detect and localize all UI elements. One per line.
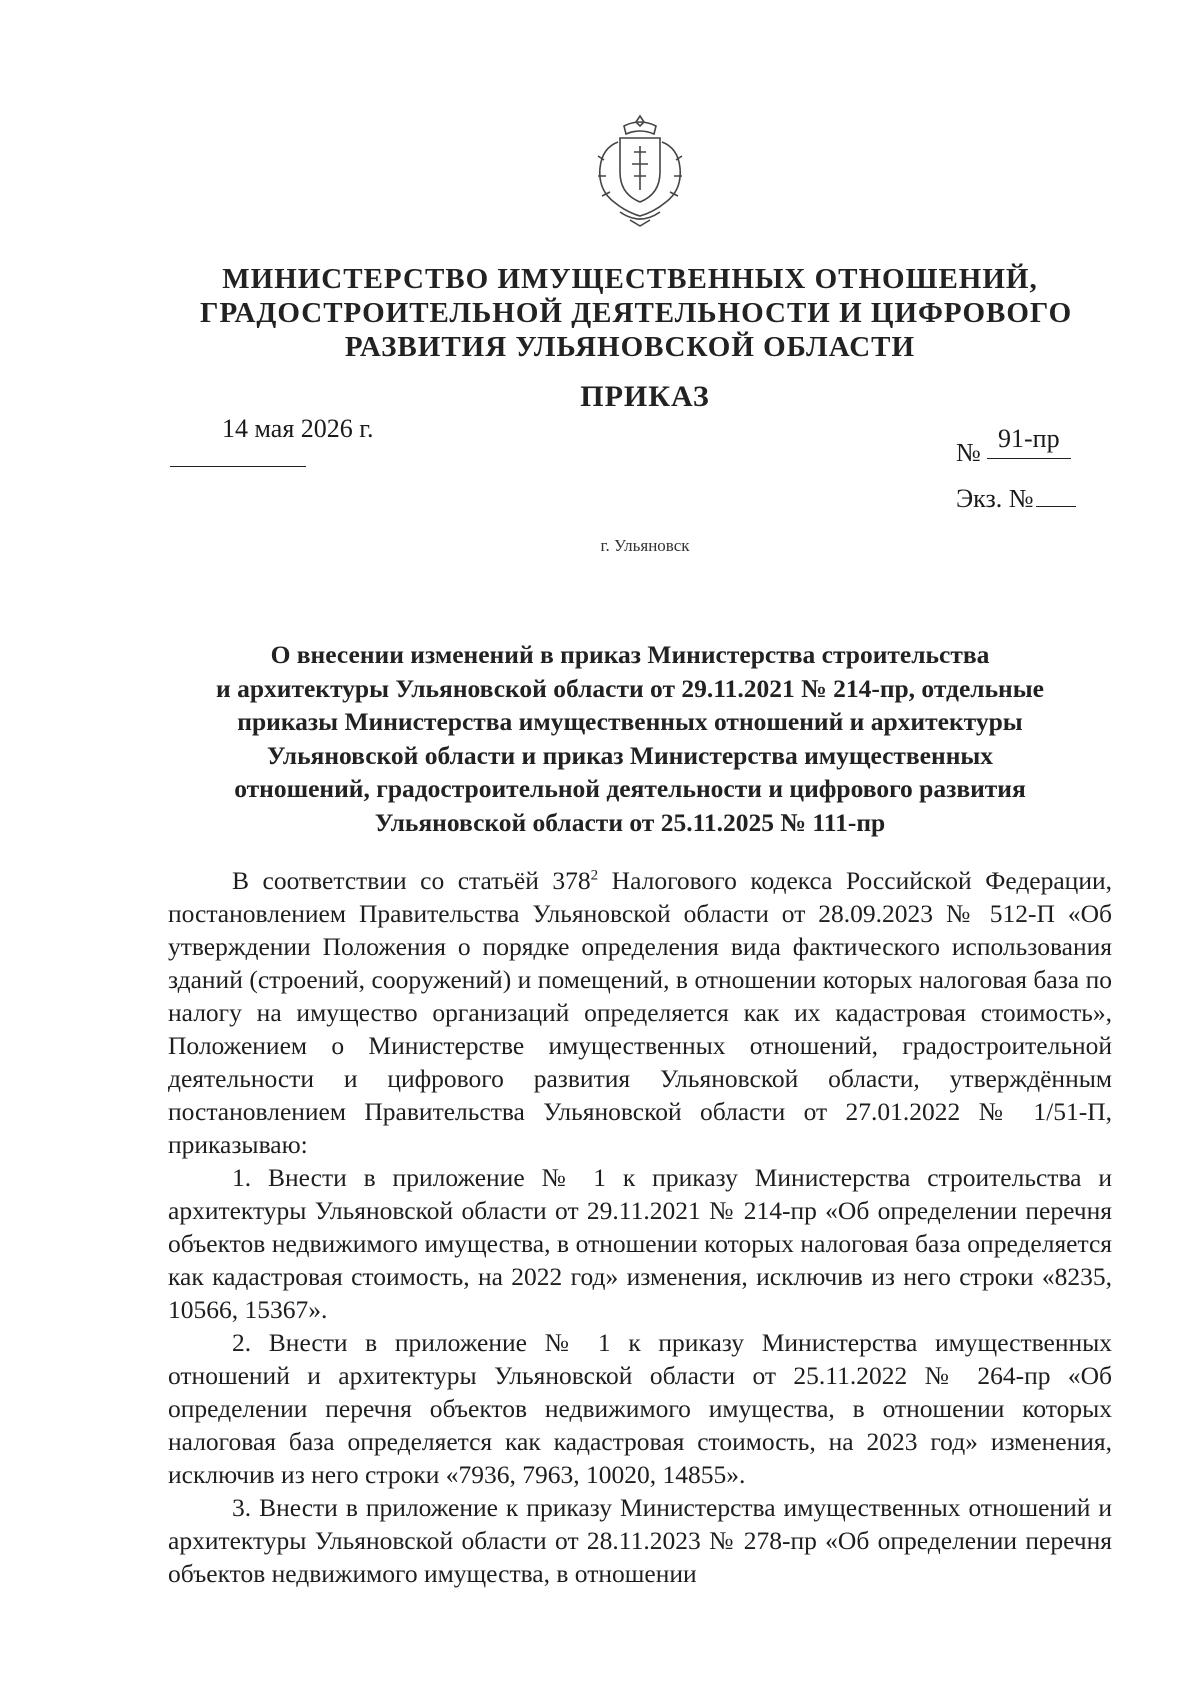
intro-text-end: Налогового кодекса Российской Федерации, постановлением Правительства Ульяновской области от 28.09.2023 № 512-П «Об утверждении Положения о порядке определения вида фактического использования зданий (строений, сооружений) и помещений, в отношении которых налоговая база по налогу на имущество организаций определяется как их кадастровая стоимость», Положением о Министерстве имущественных отношений, градостроительной деятельности и цифрового развития Ульяновской области, утверждённым постановлением Правительства Ульяновской области от 27.01.2022 № 1/51-П, приказываю: xyxy=(168,866,1112,1159)
intro-paragraph xyxy=(168,864,1112,1161)
ministry-line-2: ГРАДОСТРОИТЕЛЬНОЙ ДЕЯТЕЛЬНОСТИ И ЦИФРОВОГО xyxy=(200,297,1073,329)
document-type: ПРИКАЗ xyxy=(580,380,710,413)
heading-line-4: Ульяновской области и приказ Министерства имущественных xyxy=(266,740,994,770)
number-sign: № xyxy=(956,438,981,467)
heading-line-1: О внесении изменений в приказ Министерства строительства xyxy=(270,640,990,669)
order-number xyxy=(956,424,1071,473)
ministry-name xyxy=(200,262,1073,364)
copy-number xyxy=(956,484,1076,514)
document-body xyxy=(168,864,1112,1590)
intro-text-start: В соответствии со статьёй 378 xyxy=(232,866,591,895)
document-heading xyxy=(160,638,1100,839)
heading-line-6: Ульяновской области от 25.11.2025 № 111-пр xyxy=(374,807,886,837)
ministry-line-1: МИНИСТЕРСТВО ИМУЩЕСТВЕННЫХ ОТНОШЕНИЙ, xyxy=(222,263,1038,295)
article-superscript: 2 xyxy=(590,867,599,884)
copy-underline xyxy=(1036,506,1076,507)
heading-line-5: отношений, градостроительной деятельности и цифрового развития xyxy=(234,774,1026,803)
number-value: 91-пр xyxy=(987,424,1071,459)
list-item: 3. Внести в приложение к приказу Министерства имущественных отношений и архитектуры Ульяновской области от 28.11.2023 № 278-пр «Об определении перечня объектов недвижимого имущества, в отношении xyxy=(168,1493,1112,1588)
coat-of-arms-icon xyxy=(590,112,690,228)
ministry-line-3: РАЗВИТИЯ УЛЬЯНОВСКОЙ ОБЛАСТИ xyxy=(344,331,916,363)
order-date: 14 мая 2026 г. xyxy=(222,414,374,443)
heading-line-2: и архитектуры Ульяновской области от 29.11.2021 № 214-пр, отдельные xyxy=(216,673,1044,703)
date-underline xyxy=(170,466,306,467)
heading-line-3: приказы Министерства имущественных отношений и архитектуры xyxy=(237,707,1023,736)
copy-label: Экз. № xyxy=(956,484,1034,513)
list-item: 1. Внести в приложение № 1 к приказу Министерства строительства и архитектуры Ульяновской области от 29.11.2021 № 214-пр «Об определении перечня объектов недвижимого имущества, в отношении которых налоговая база определяется как кадастровая стоимость, на 2022 год» изменения, исключив из него строки «8235, 10566, 15367». xyxy=(168,1163,1112,1324)
city: г. Ульяновск xyxy=(600,536,690,555)
list-item: 2. Внести в приложение № 1 к приказу Министерства имущественных отношений и архитектуры Ульяновской области от 25.11.2022 № 264-пр «Об определении перечня объектов недвижимого имущества, в отношении которых налоговая база определяется как кадастровая стоимость, на 2023 год» изменения, исключив из него строки «7936, 7963, 10020, 14855». xyxy=(168,1328,1112,1489)
